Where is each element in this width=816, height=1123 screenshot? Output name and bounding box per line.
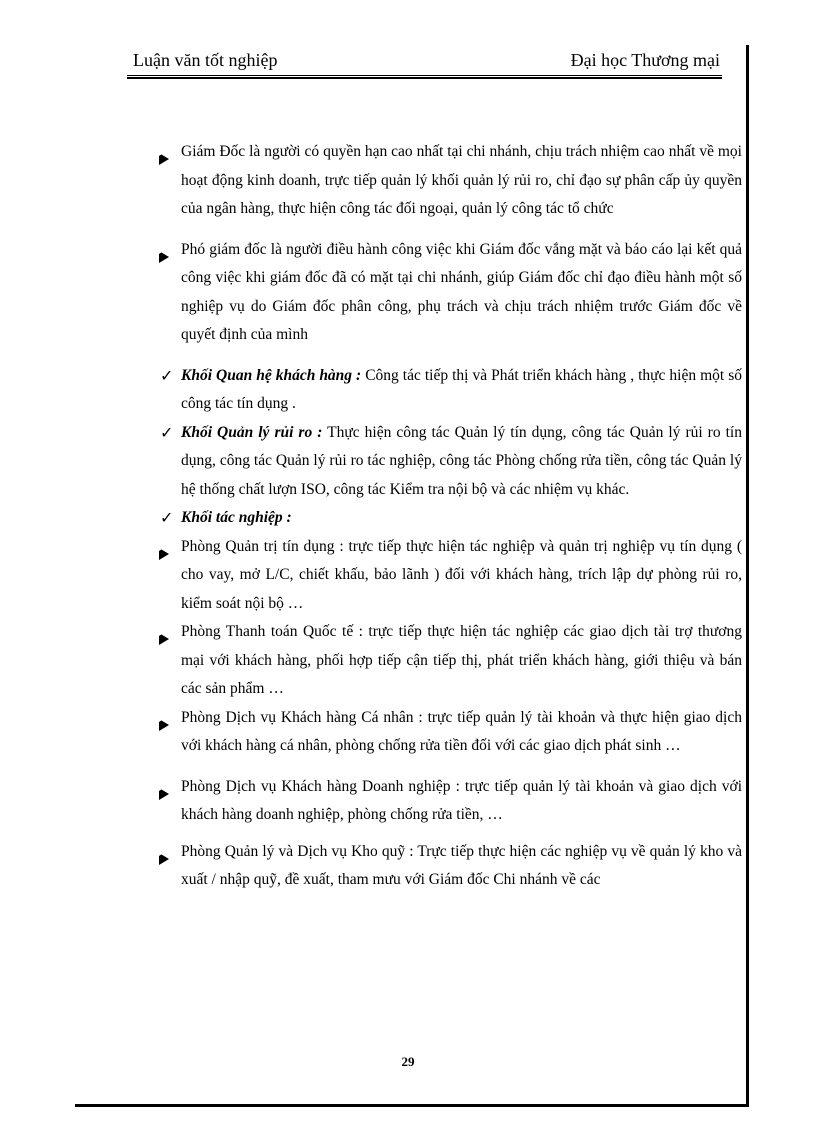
paragraph-text: Giám Đốc là người có quyền hạn cao nhất tại chi nhánh, chịu trách nhiệm cao nhất về mọi hoạt động kinh doanh, trực tiếp quản lý khối quản lý rủi ro, chỉ đạo sự phân cấp ủy quyền của ngân hàng, thực hiện công tác đối ngoại, quản lý công tác tổ chức — [181, 143, 742, 217]
paragraph-text: Thực hiện công tác Quản lý tín dụng, công tác Quản lý rủi ro tín dụng, công tác Quản lý rủi ro tác nghiệp, công tác Phòng chống rửa tiền, công tác Quản lý hệ thống chất lượn ISO, công tác Kiểm tra nội bộ và các nhiệm vụ khác. — [181, 423, 742, 498]
arrow-icon — [159, 244, 171, 257]
paragraph-title: Khối Quan hệ khách hàng : — [181, 366, 362, 384]
paragraph-phong-dich-vu-doanh-nghiep — [158, 773, 742, 830]
paragraph-phong-quan-tri-tin-dung — [158, 533, 742, 619]
page-border-right — [746, 45, 749, 1105]
check-icon: ✓ — [160, 365, 174, 385]
header-right-title: Đại học Thương mại — [570, 50, 720, 70]
paragraph-pho-giam-doc — [158, 236, 742, 350]
arrow-icon — [159, 146, 171, 159]
paragraph-phong-thanh-toan-quoc-te — [158, 618, 742, 704]
paragraph-text: Công tác tiếp thị và Phát triển khách hàng , thực hiện một số công tác tín dụng . — [181, 366, 742, 412]
paragraph-phong-kho-quy — [158, 838, 742, 895]
paragraph-phong-dich-vu-ca-nhan — [158, 704, 742, 761]
arrow-icon — [159, 781, 171, 794]
paragraph-giam-doc — [158, 138, 742, 224]
paragraph-text: Phòng Dịch vụ Khách hàng Cá nhân : trực tiếp quản lý tài khoản và thực hiện giao dịch với khách hàng cá nhân, phòng chống rửa tiền đối với các giao dịch phát sinh … — [181, 708, 742, 754]
paragraph-text: Phòng Thanh toán Quốc tế : trực tiếp thực hiện tác nghiệp các giao dịch tài trợ thương mại với khách hàng, phối hợp tiếp cận tiếp thị, phát triển khách hàng, giới thiệu và bán các sản phẩm … — [181, 623, 742, 697]
page-border-bottom — [75, 1104, 749, 1107]
paragraph-text: Phòng Dịch vụ Khách hàng Doanh nghiệp : trực tiếp quản lý tài khoản và giao dịch với khách hàng doanh nghiệp, phòng chống rửa tiền, … — [181, 777, 742, 823]
arrow-icon — [159, 541, 171, 554]
check-icon: ✓ — [160, 508, 174, 527]
arrow-icon — [159, 712, 171, 725]
document-body — [158, 138, 742, 895]
header-left-title: Luận văn tốt nghiệp — [133, 50, 278, 70]
page-header — [133, 50, 720, 76]
paragraph-text: Phòng Quản trị tín dụng : trực tiếp thực hiện tác nghiệp và quản trị nghiệp vụ tín dụng ( cho vay, mở L/C, chiết khấu, bảo lãnh ) đối với khách hàng, trích lập dự phòng rủi ro, kiểm soát nội bộ … — [181, 537, 742, 612]
paragraph-khoi-quan-ly-rui-ro — [158, 419, 742, 505]
check-icon: ✓ — [160, 422, 174, 442]
paragraph-khoi-tac-nghiep — [158, 504, 742, 533]
page-number: 29 — [401, 1054, 415, 1069]
paragraph-title: Khối tác nghiệp : — [181, 509, 292, 526]
paragraph-khoi-quan-he-khach-hang — [158, 362, 742, 419]
paragraph-title: Khối Quản lý rủi ro : — [181, 423, 323, 441]
arrow-icon — [159, 626, 171, 639]
arrow-icon — [159, 846, 171, 859]
paragraph-text: Phòng Quản lý và Dịch vụ Kho quỹ : Trực tiếp thực hiện các nghiệp vụ về quản lý kho và xuất / nhập quỹ, đề xuất, tham mưu với Giám đốc Chi nhánh về các — [181, 842, 742, 888]
paragraph-text: Phó giám đốc là người điều hành công việc khi Giám đốc vắng mặt và báo cáo lại kết quả công việc khi giám đốc đã có mặt tại chi nhánh, giúp Giám đốc chỉ đạo điều hành một số nghiệp vụ do Giám đốc phân công, phụ trách và chịu trách nhiệm trước Giám đốc về quyết định của mình — [181, 240, 742, 343]
